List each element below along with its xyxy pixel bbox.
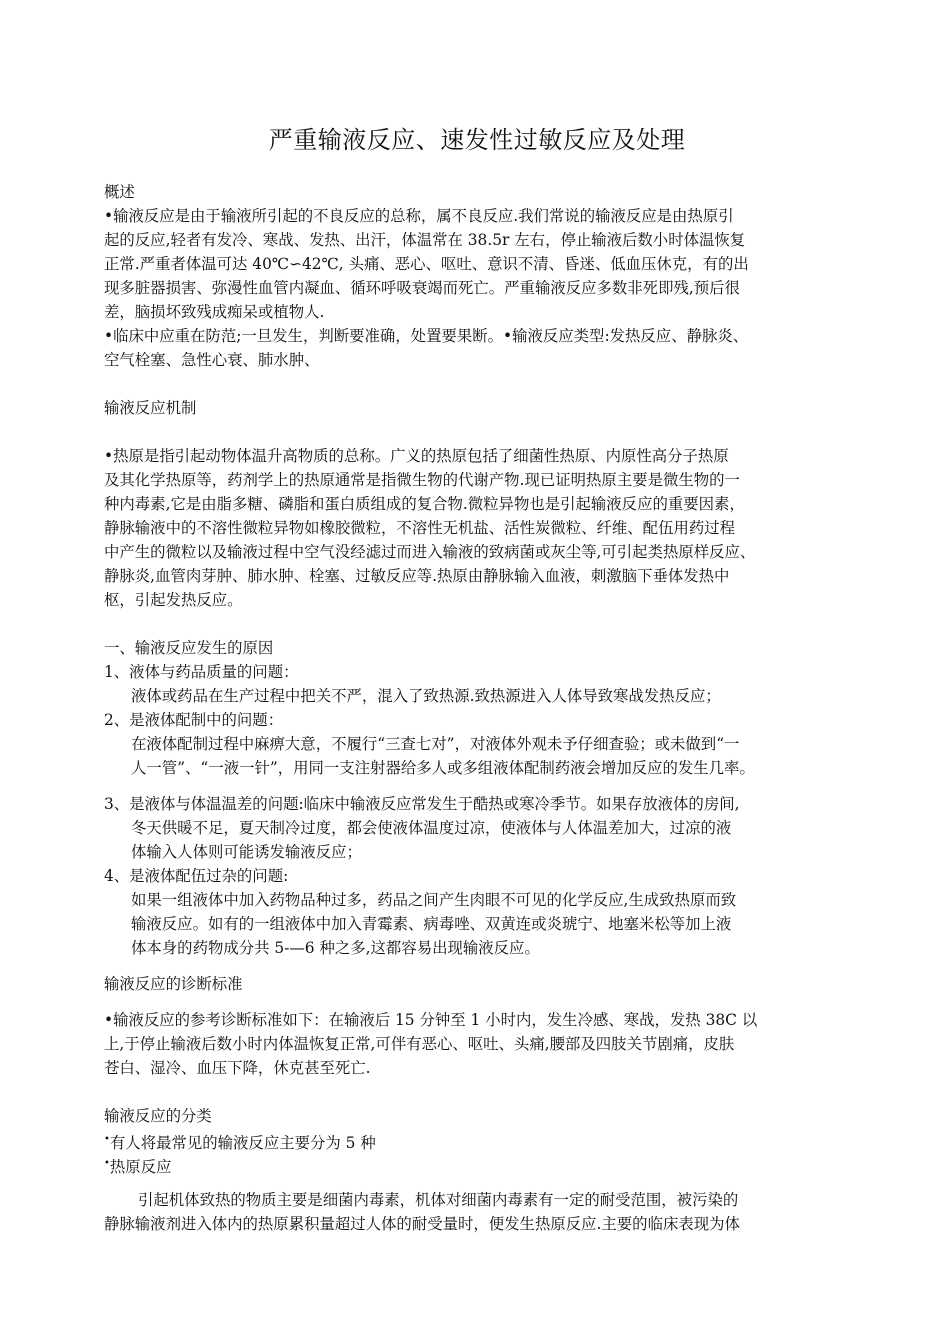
- cause-item-line: 体输入人体则可能诱发输液反应；: [131, 843, 362, 861]
- classification-bullet: [104, 1152, 854, 1176]
- page-title: 严重输液反应、速发性过敏反应及处理: [268, 126, 686, 154]
- section-heading-overview: 概述: [104, 183, 135, 201]
- document-body: [104, 180, 854, 1236]
- cause-item-title: 3、是液体与体温温差的问题:临床中输液反应常发生于酷热或寒冷季节。如果存放液体的房间,: [104, 795, 740, 813]
- cause-item-line: 液体或药品在生产过程中把关不严，混入了致热源.致热源进入人体导致寒战发热反应；: [131, 687, 721, 705]
- overview-line: 空气栓塞、急性心衰、肺水肿、: [104, 351, 320, 369]
- cause-item-title: 4、是液体配伍过杂的问题:: [104, 867, 289, 885]
- overview-line: 正常.严重者体温可达 40℃∽42℃, 头痛、恶心、呕吐、意识不清、昏迷、低血压休克，有的出: [104, 255, 749, 273]
- cause-item-line: 体本身的药物成分共 5-—6 种之多,这都容易出现输液反应。: [131, 939, 540, 957]
- section-heading-causes: 一、输液反应发生的原因: [104, 639, 274, 657]
- mechanism-line: 静脉输液中的不溶性微粒异物如橡胶微粒，不溶性无机盐、活性炭微粒、纤维、配伍用药过程: [104, 519, 736, 537]
- overview-line: 差，脑损坏致残成痴呆或植物人.: [104, 303, 325, 321]
- cause-item-line: 人一管”、“一液一针”，用同一支注射器给多人或多组液体配制药液会增加反应的发生几率。: [131, 759, 755, 777]
- classification-bullet-text: 有人将最常见的输液反应主要分为 5 种: [109, 1134, 376, 1152]
- mechanism-line: 种内毒素,它是由脂多糖、磷脂和蛋白质组成的复合物.微粒异物也是引起输液反应的重要因素，: [104, 495, 745, 513]
- classification-para-line: 静脉输液剂进入体内的热原累积量超过人体的耐受量时，便发生热原反应.主要的临床表现为体: [104, 1215, 740, 1233]
- cause-item-line: 在液体配制过程中麻痹大意，不履行“三查七对”，对液体外观未予仔细查验；或未做到“一: [131, 735, 740, 753]
- section-heading-classification: 输液反应的分类: [104, 1107, 212, 1125]
- cause-item-title: 1、液体与药品质量的问题：: [104, 663, 299, 681]
- section-heading-diagnosis: 输液反应的诊断标准: [104, 975, 243, 993]
- classification-para-line: 引起机体致热的物质主要是细菌内毒素，机体对细菌内毒素有一定的耐受范围，被污染的: [138, 1191, 739, 1209]
- bullet-dot-icon: •: [104, 1134, 110, 1145]
- overview-line: 起的反应,轻者有发冷、寒战、发热、出汗，体温常在 38.5r 左右，停止输液后数小时体温恢复: [104, 231, 746, 249]
- mechanism-line: 静脉炎,血管肉芽肿、肺水肿、栓塞、过敏反应等.热原由静脉输入血液，刺激脑下垂体发热中: [104, 567, 730, 585]
- diagnosis-line: 苍白、湿冷、血压下降，休克甚至死亡.: [104, 1059, 371, 1077]
- cause-item-line: 如果一组液体中加入药物品种过多，药品之间产生肉眼不可见的化学反应,生成致热原而致: [131, 891, 737, 909]
- cause-item-line: 冬天供暖不足，夏天制冷过度，都会使液体温度过凉，使液体与人体温差加大，过凉的液: [131, 819, 732, 837]
- cause-item-title: 2、是液体配制中的问题：: [104, 711, 284, 729]
- bullet-dot-icon: •: [104, 1158, 110, 1169]
- classification-bullet-text: 热原反应: [109, 1158, 172, 1176]
- classification-bullet: [104, 1128, 854, 1152]
- mechanism-line: 中产生的微粒以及输液过程中空气没经滤过而进入输液的致病菌或灰尘等,可引起类热原样反应、: [104, 543, 756, 561]
- diagnosis-line: 上,于停止输液后数小时内体温恢复正常,可伴有恶心、呕吐、头痛,腰部及四肢关节剧痛，皮肤: [104, 1035, 735, 1053]
- section-heading-mechanism: 输液反应机制: [104, 399, 197, 417]
- overview-line: •临床中应重在防范;一旦发生，判断要准确，处置要果断。•输液反应类型:发热反应、静脉炎、: [104, 327, 749, 345]
- overview-line: 现多脏器损害、弥漫性血管内凝血、循环呼吸衰竭而死亡。严重输液反应多数非死即残,预后很: [104, 279, 740, 297]
- cause-item-line: 输液反应。如有的一组液体中加入青霉素、病毒唑、双黄连或炎琥宁、地塞米松等加上液: [131, 915, 732, 933]
- mechanism-line: 及其化学热原等，药剂学上的热原通常是指微生物的代谢产物.现已证明热原主要是微生物的一: [104, 471, 740, 489]
- diagnosis-line: •输液反应的参考诊断标准如下：在输液后 15 分钟至 1 小时内，发生冷感、寒战，发热 38C 以: [104, 1011, 758, 1029]
- overview-line: •输液反应是由于输液所引起的不良反应的总称，属不良反应.我们常说的输液反应是由热原引: [104, 207, 734, 225]
- mechanism-line: •热原是指引起动物体温升高物质的总称。广义的热原包括了细菌性热原、内原性高分子热原: [104, 447, 729, 465]
- mechanism-line: 枢，引起发热反应。: [104, 591, 243, 609]
